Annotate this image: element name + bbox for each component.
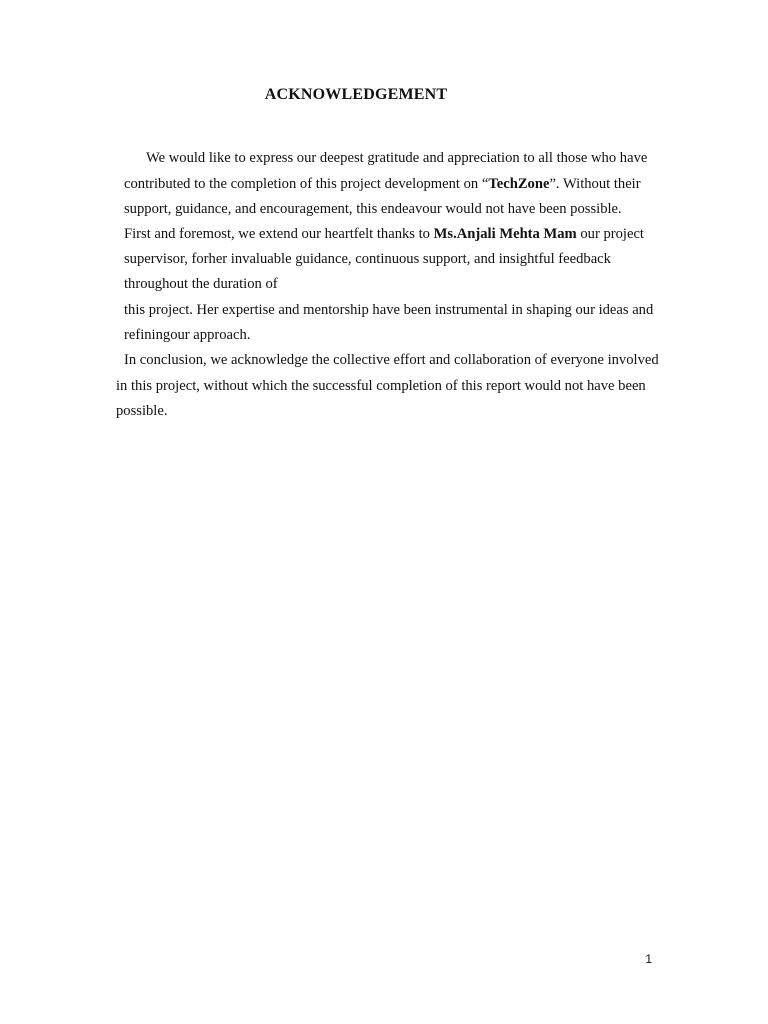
line-text: possible. bbox=[116, 403, 168, 419]
line-text: supervisor, forher invaluable guidance, continuous support, and insightful feedback bbox=[124, 251, 611, 267]
paragraph-line bbox=[124, 326, 250, 344]
line-text: support, guidance, and encouragement, this endeavour would not have been possible. bbox=[124, 201, 622, 217]
paragraph-line bbox=[124, 175, 641, 193]
paragraph-line bbox=[124, 351, 659, 369]
line-text: throughout the duration of bbox=[124, 276, 278, 292]
paragraph-line bbox=[124, 301, 653, 319]
line-text: ”. Without their bbox=[549, 176, 641, 192]
paragraph-line bbox=[146, 149, 647, 167]
line-text: We would like to express our deepest gratitude and appreciation to all those who have bbox=[146, 150, 648, 166]
paragraph-line bbox=[124, 250, 611, 268]
paragraph-line bbox=[124, 200, 622, 218]
paragraph-line bbox=[116, 402, 167, 420]
supervisor-name: Ms.Anjali Mehta Mam bbox=[433, 226, 577, 242]
line-text: In conclusion, we acknowledge the collective effort and collaboration of everyone involved bbox=[124, 352, 659, 368]
paragraph-line bbox=[116, 377, 646, 395]
line-text: refiningour approach. bbox=[124, 327, 251, 343]
paragraph-line bbox=[124, 275, 278, 293]
line-text: this project. Her expertise and mentorship have been instrumental in shaping our ideas and bbox=[124, 302, 654, 318]
page-title: ACKNOWLEDGEMENT bbox=[264, 86, 448, 103]
line-text: contributed to the completion of this project development on “ bbox=[124, 176, 489, 192]
paragraph-line bbox=[124, 225, 644, 243]
line-text: our project bbox=[576, 226, 644, 242]
line-text: First and foremost, we extend our heartfelt thanks to bbox=[124, 226, 434, 242]
project-name: TechZone bbox=[488, 176, 550, 192]
line-text: in this project, without which the successful completion of this report would not have been bbox=[116, 378, 646, 394]
page-number: 1 bbox=[645, 952, 652, 966]
